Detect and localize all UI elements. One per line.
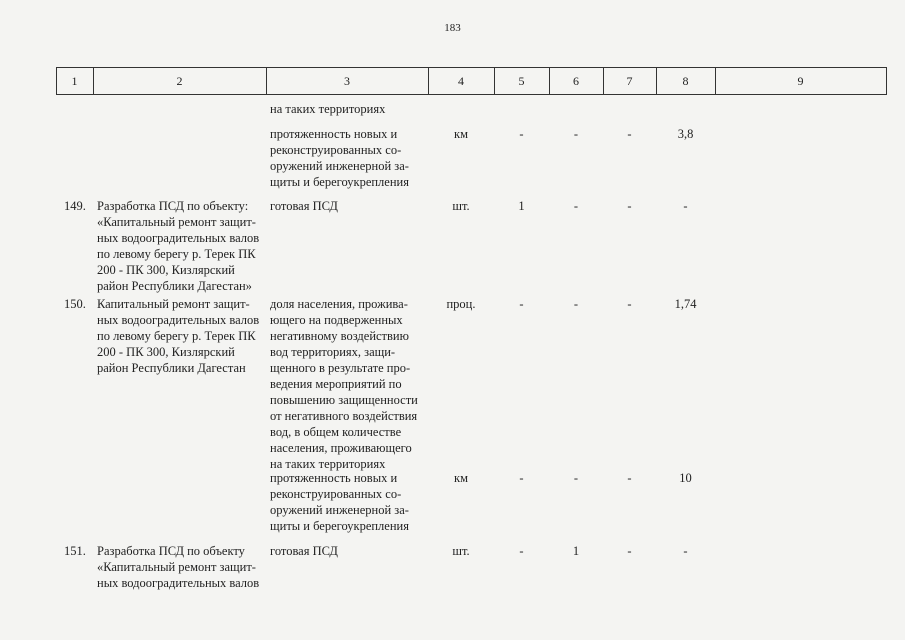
- value-cell-6: -: [573, 471, 579, 485]
- column-header-3: 3: [344, 74, 350, 88]
- indicator-text-line: оружений инженерной за-: [270, 159, 409, 173]
- value-cell-5: -: [519, 471, 524, 485]
- name-cell: [97, 198, 267, 294]
- indicator-text-line: готовая ПСД: [270, 544, 338, 558]
- row-number: 150.: [64, 297, 86, 311]
- header-top-border: [56, 67, 887, 68]
- name-text-line: район Республики Дагестан: [97, 361, 246, 375]
- value-cell-7: -: [627, 544, 632, 558]
- value-cell-5: 1: [518, 199, 525, 213]
- indicator-cell: [270, 296, 426, 472]
- value-cell-6: -: [573, 199, 579, 213]
- indicator-text-line: ведения мероприятий по: [270, 377, 402, 391]
- indicator-text-line: реконструированных со-: [270, 143, 402, 157]
- indicator-text-line: негативному воздействию: [270, 329, 409, 343]
- row-number: 149.: [64, 199, 86, 213]
- name-text-line: «Капитальный ремонт защит-: [97, 560, 256, 574]
- indicator-text-line: протяженность новых и: [270, 471, 398, 485]
- column-header-8: 8: [682, 74, 689, 88]
- value-cell-7: -: [627, 297, 632, 311]
- value-cell-7: -: [627, 471, 632, 485]
- indicator-cell: [270, 126, 426, 190]
- value-cell-8: 10: [679, 471, 692, 485]
- indicator-text-line: щиты и берегоукрепления: [270, 519, 409, 533]
- unit-cell: шт.: [452, 544, 470, 558]
- indicator-text-line: ющего на подверженных: [270, 313, 403, 327]
- value-cell-7: -: [627, 127, 632, 141]
- indicator-text-line: щиты и берегоукрепления: [270, 175, 409, 189]
- column-header-4: 4: [458, 74, 464, 88]
- header-bottom-border: [56, 94, 887, 95]
- indicator-text-line: протяженность новых и: [270, 127, 398, 141]
- unit-cell: км: [454, 471, 468, 485]
- unit-cell: шт.: [452, 199, 470, 213]
- name-text-line: 200 - ПК 300, Кизлярский: [97, 345, 235, 359]
- value-cell-5: -: [519, 544, 524, 558]
- column-header-9: 9: [797, 74, 804, 88]
- column-header-7: 7: [626, 74, 633, 88]
- value-cell-6: 1: [572, 544, 580, 558]
- value-cell-8: -: [683, 199, 688, 213]
- name-text-line: Разработка ПСД по объекту: [97, 544, 245, 558]
- column-header-6: 6: [573, 74, 579, 88]
- indicator-text-line: населения, проживающего: [270, 441, 412, 455]
- name-text-line: Капитальный ремонт защит-: [97, 297, 250, 311]
- indicator-text-line: доля населения, прожива-: [270, 297, 408, 311]
- name-text-line: ных водооградительных валов: [97, 313, 260, 327]
- page-number: 183: [444, 22, 461, 34]
- value-cell-6: -: [573, 127, 579, 141]
- unit-cell: проц.: [446, 297, 476, 311]
- name-text-line: Разработка ПСД по объекту:: [97, 199, 249, 213]
- indicator-text-line: готовая ПСД: [270, 199, 338, 213]
- indicator-cell: [270, 101, 426, 117]
- indicator-text-line: вод, в общем количестве: [270, 425, 402, 439]
- name-text-line: ных водооградительных валов: [97, 576, 260, 590]
- indicator-text-line: реконструированных со-: [270, 487, 402, 501]
- name-text-line: «Капитальный ремонт защит-: [97, 215, 256, 229]
- name-text-line: ных водооградительных валов: [97, 231, 260, 245]
- name-text-line: по левому берегу р. Терек ПК: [97, 329, 256, 343]
- name-cell: [97, 543, 267, 591]
- name-text-line: район Республики Дагестан»: [97, 279, 252, 293]
- name-cell: [97, 296, 267, 376]
- indicator-text-line: вод территориях, защи-: [270, 345, 396, 359]
- column-divider: [886, 67, 887, 94]
- indicator-cell: [270, 198, 426, 214]
- value-cell-8: -: [683, 544, 688, 558]
- column-header-5: 5: [518, 74, 525, 88]
- name-text-line: по левому берегу р. Терек ПК: [97, 247, 256, 261]
- value-cell-8: 1,74: [674, 297, 697, 311]
- indicator-text-line: оружений инженерной за-: [270, 503, 409, 517]
- indicator-text-line: повышению защищенности: [270, 393, 418, 407]
- unit-cell: км: [454, 127, 468, 141]
- row-number: 151.: [64, 544, 86, 558]
- name-text-line: 200 - ПК 300, Кизлярский: [97, 263, 235, 277]
- value-cell-7: -: [627, 199, 632, 213]
- indicator-cell: [270, 543, 426, 559]
- value-cell-8: 3,8: [677, 127, 694, 141]
- value-cell-5: -: [519, 127, 524, 141]
- indicator-cell: [270, 470, 426, 534]
- indicator-text-line: на таких территориях: [270, 102, 386, 116]
- column-header-2: 2: [176, 74, 183, 88]
- column-header-1: 1: [71, 74, 78, 88]
- value-cell-6: -: [573, 297, 579, 311]
- indicator-text-line: щенного в результате про-: [270, 361, 411, 375]
- value-cell-5: -: [519, 297, 524, 311]
- indicator-text-line: на таких территориях: [270, 457, 386, 471]
- indicator-text-line: от негативного воздействия: [270, 409, 418, 423]
